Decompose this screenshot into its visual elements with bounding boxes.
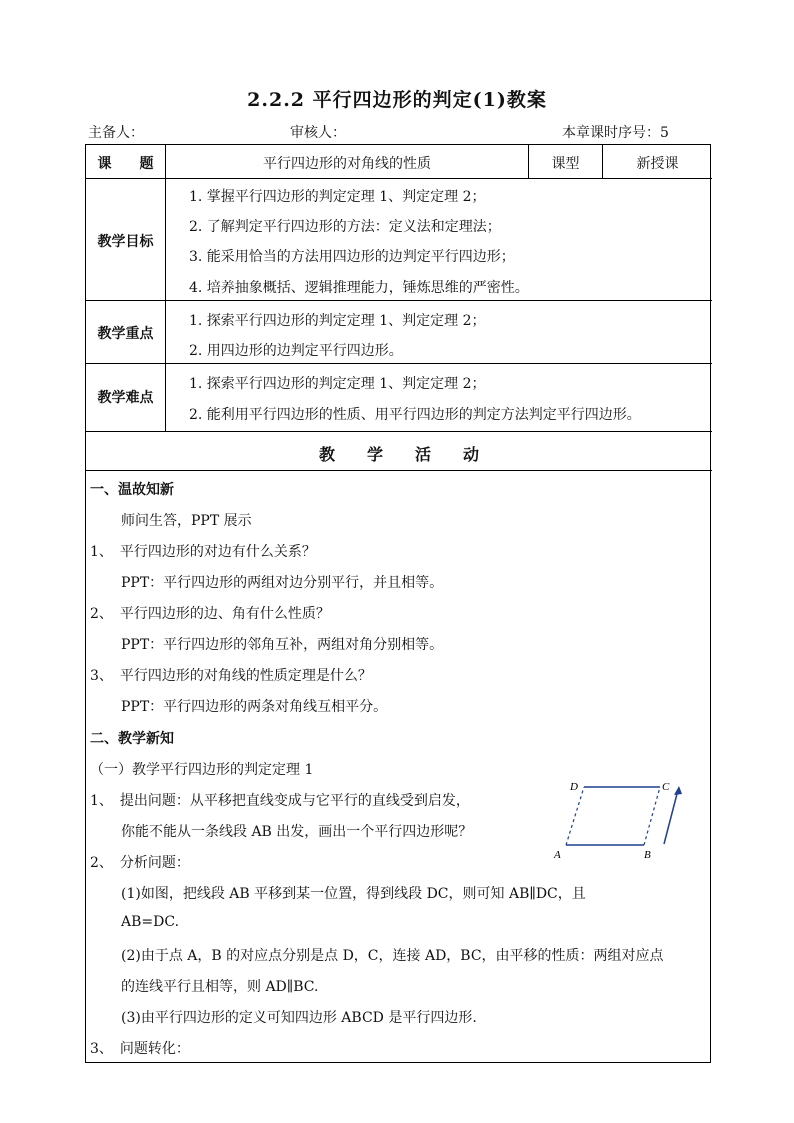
subsection-title: （一）教学平行四边形的判定定理 1 <box>90 762 314 778</box>
question-3: 3、 平行四边形的对角线的性质定理是什么？ <box>90 668 372 684</box>
point-label-a: A <box>554 849 561 861</box>
arrow-head-icon <box>674 786 682 795</box>
objective-item: 2. 了解判定平行四边形的方法：定义法和定理法； <box>189 219 501 235</box>
lesson-number: 本章课时序号：5 <box>562 125 669 141</box>
answer-1: PPT：平行四边形的两组对边分别平行，并且相等。 <box>121 575 444 591</box>
lesson-plan-table <box>85 144 711 1063</box>
point-label-c: C <box>662 781 670 793</box>
translation-arrow <box>664 790 678 844</box>
intro-text: 师问生答，PPT 展示 <box>121 513 252 529</box>
paragraph-text: 1、 提出问题：从平移把直线变成与它平行的直线受到启发， <box>90 793 470 809</box>
segment-bc <box>644 787 660 845</box>
objectives-label: 教学目标 <box>97 234 154 250</box>
paragraph-text: 的连线平行且相等，则 AD∥BC. <box>121 979 319 995</box>
activities-heading: 教 学 活 动 <box>318 445 479 464</box>
section-title: 一、温故知新 <box>90 482 174 498</box>
column-divider <box>165 145 166 431</box>
type-value: 新授课 <box>636 156 679 172</box>
point-label-b: B <box>644 849 651 861</box>
topic-value: 平行四边形的对角线的性质 <box>263 156 431 172</box>
question-1: 1、 平行四边形的对边有什么关系？ <box>90 544 316 560</box>
answer-3: PPT：平行四边形的两条对角线互相平分。 <box>121 699 388 715</box>
difficulties-label: 教学难点 <box>97 390 154 406</box>
row-divider <box>86 470 712 471</box>
point-label-d: D <box>570 781 578 793</box>
objective-item: 3. 能采用恰当的方法用四边形的边判定平行四边形； <box>189 249 515 265</box>
section-title: 二、教学新知 <box>90 731 174 747</box>
topic-label: 课 题 <box>97 156 154 172</box>
objective-item: 4. 培养抽象概括、逻辑推理能力，锤炼思维的严密性。 <box>189 280 529 296</box>
paragraph-text: 2、 分析问题： <box>90 855 190 871</box>
reviewer-label: 审核人： <box>290 125 346 141</box>
segment-ad <box>566 787 584 845</box>
parallelogram-figure <box>548 772 698 864</box>
paragraph-text: AB=DC. <box>121 914 180 930</box>
row-divider <box>86 431 712 432</box>
paragraph-text: (3)由平行四边形的定义可知四边形 ABCD 是平行四边形. <box>121 1010 477 1026</box>
row-divider <box>86 363 712 364</box>
row-divider <box>86 178 712 179</box>
paragraph-text: 3、 问题转化： <box>90 1041 190 1057</box>
preparer-label: 主备人： <box>88 125 144 141</box>
paragraph-text: (1)如图，把线段 AB 平移到某一位置，得到线段 DC，则可知 AB∥DC，且 <box>121 886 586 902</box>
key-point-item: 2. 用四边形的边判定平行四边形。 <box>189 343 403 359</box>
row-divider <box>86 300 712 301</box>
objective-item: 1. 掌握平行四边形的判定定理 1、判定定理 2； <box>189 189 486 205</box>
answer-2: PPT：平行四边形的邻角互补，两组对角分别相等。 <box>121 637 444 653</box>
paragraph-text: 你能不能从一条线段 AB 出发，画出一个平行四边形呢？ <box>121 824 473 840</box>
key-point-item: 1. 探索平行四边形的判定定理 1、判定定理 2； <box>189 313 486 329</box>
difficulty-item: 2. 能利用平行四边形的性质、用平行四边形的判定方法判定平行四边形。 <box>189 407 641 423</box>
page-title: 2.2.2 平行四边形的判定(1)教案 <box>247 89 547 111</box>
question-2: 2、 平行四边形的边、角有什么性质？ <box>90 606 330 622</box>
type-label: 课型 <box>551 156 580 172</box>
paragraph-text: (2)由于点 A，B 的对应点分别是点 D，C，连接 AD，BC，由平移的性质：两组对应点 <box>121 948 664 964</box>
key-points-label: 教学重点 <box>97 326 154 342</box>
difficulty-item: 1. 探索平行四边形的判定定理 1、判定定理 2； <box>189 376 486 392</box>
